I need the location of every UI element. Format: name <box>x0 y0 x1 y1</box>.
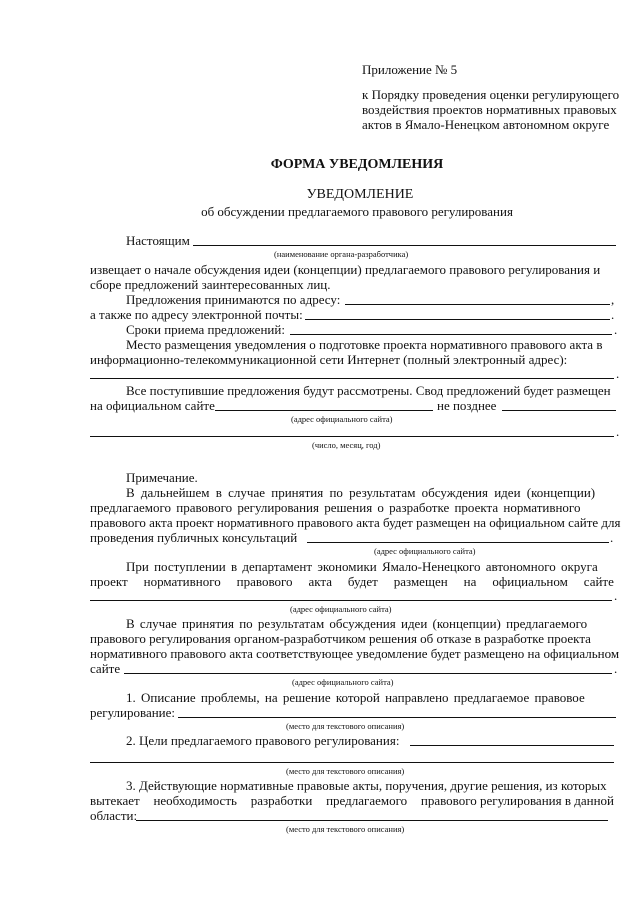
note-p2-word: официальном <box>492 574 568 589</box>
developer-name-field[interactable] <box>193 245 616 246</box>
note-p2-word: сайте <box>583 574 614 589</box>
item-3-word: вытекает <box>90 793 140 808</box>
consultation-site-caption: (адрес официального сайта) <box>374 546 476 556</box>
note-p2-word: будет <box>347 574 378 589</box>
note-p1-line-1: В дальнейшем в случае принятия по результатам обсуждения идеи (концепции) <box>126 485 596 500</box>
placement-line-1: Место размещения уведомления о подготовке проекта нормативного правового акта в <box>126 337 603 352</box>
note-p3-end: . <box>614 661 618 676</box>
item-3-word: правового регулирования в данной <box>420 793 614 808</box>
item-2-label: 2. Цели предлагаемого правового регулирования: <box>126 733 400 748</box>
item-1-line-1: 1. Описание проблемы, на решение которой направлено предлагаемое правовое <box>126 690 585 705</box>
note-p3-line-3: нормативного правового акта соответствующее уведомление будет размещено на официальном <box>90 646 620 661</box>
department-site-caption: (адрес официального сайта) <box>290 604 392 614</box>
note-p2-word: проект <box>90 574 128 589</box>
note-p2-word: правового <box>236 574 293 589</box>
item-3-line-2 <box>90 793 614 809</box>
goals-field-continuation[interactable] <box>90 762 614 763</box>
appendix-title: Приложение № 5 <box>362 62 458 77</box>
item-3-word: разработки <box>250 793 313 808</box>
placement-line-2: информационно-телекоммуникационной сети Интернет (полный электронный адрес): <box>90 352 568 367</box>
note-p2-word: размещен <box>393 574 448 589</box>
acts-description-field[interactable] <box>136 820 608 821</box>
email-end: . <box>611 307 615 322</box>
address-label: Предложения принимаются по адресу: <box>126 292 341 307</box>
note-p3-line-2: правового регулирования органом-разработчиком решения об отказе в разработке проекта <box>90 631 591 646</box>
form-title: ФОРМА УВЕДОМЛЕНИЯ <box>270 157 444 172</box>
appendix-line-1: к Порядку проведения оценки регулирующего <box>362 87 620 102</box>
refusal-site-field[interactable] <box>124 673 612 674</box>
date-caption: (число, месяц, год) <box>312 440 381 450</box>
consultation-site-field[interactable] <box>307 542 609 543</box>
date-end: . <box>616 424 620 439</box>
placement-end: . <box>616 366 620 381</box>
note-p1-line-4: проведения публичных консультаций <box>90 530 298 545</box>
note-title: Примечание. <box>126 470 198 485</box>
note-p2-word: на <box>463 574 477 589</box>
not-later-label: не позднее <box>437 398 497 413</box>
item-3-word: предлагаемого <box>326 793 408 808</box>
problem-description-caption: (место для текстового описания) <box>286 721 405 731</box>
note-p2-line-2 <box>90 574 614 590</box>
official-site-field[interactable] <box>215 410 433 411</box>
note-p2-line-1: При поступлении в департамент экономики Ямало-Ненецкого автономного округа <box>126 559 598 574</box>
email-label: а также по адресу электронной почты: <box>90 307 303 322</box>
problem-description-field[interactable] <box>178 717 616 718</box>
not-later-field-start[interactable] <box>502 410 616 411</box>
date-field[interactable] <box>90 436 614 437</box>
placement-address-field[interactable] <box>90 378 614 379</box>
notice-subtitle: об обсуждении предлагаемого правового регулирования <box>201 204 513 219</box>
address-end: , <box>611 292 615 307</box>
note-p2-end: . <box>614 588 618 603</box>
informs-line-1: извещает о начале обсуждения идеи (концепции) предлагаемого правового регулирования и <box>90 262 601 277</box>
appendix-line-2: воздействия проектов нормативных правовых <box>362 102 617 117</box>
deadline-label: Сроки приема предложений: <box>126 322 285 337</box>
item-3-word: необходимость <box>153 793 237 808</box>
note-p2-word: нормативного <box>143 574 221 589</box>
goals-caption: (место для текстового описания) <box>286 766 405 776</box>
item-1-line-2: регулирование: <box>90 705 176 720</box>
hereby-label: Настоящим <box>126 233 190 248</box>
deadline-field[interactable] <box>290 334 612 335</box>
deadline-end: . <box>614 322 618 337</box>
appendix-line-3: актов в Ямало-Ненецком автономном округе <box>362 117 610 132</box>
informs-line-2: сборе предложений заинтересованных лиц. <box>90 277 331 292</box>
item-3-line-1: 3. Действующие нормативные правовые акты, поручения, другие решения, из которых <box>126 778 607 793</box>
reviewed-line-1: Все поступившие предложения будут рассмотрены. Свод предложений будет размещен <box>126 383 611 398</box>
official-site-label: на официальном сайте <box>90 398 215 413</box>
note-p1-line-2: предлагаемого правового регулирования решения о разработке проекта нормативного <box>90 500 581 515</box>
note-p3-line-1: В случае принятия по результатам обсуждения идеи (концепции) предлагаемого <box>126 616 588 631</box>
official-site-caption: (адрес официального сайта) <box>291 414 393 424</box>
note-p1-line-3: правового акта проект нормативного правового акта будет размещен на официальном сайте для <box>90 515 621 530</box>
address-field[interactable] <box>345 304 610 305</box>
developer-name-caption: (наименование органа-разработчика) <box>274 249 409 259</box>
note-p1-end: . <box>610 530 614 545</box>
note-p2-word: акта <box>308 574 332 589</box>
note-p3-line-4: сайте <box>90 661 121 676</box>
acts-description-caption: (место для текстового описания) <box>286 824 405 834</box>
goals-field[interactable] <box>410 745 614 746</box>
refusal-site-caption: (адрес официального сайта) <box>292 677 394 687</box>
department-site-field[interactable] <box>90 600 612 601</box>
notice-title: УВЕДОМЛЕНИЕ <box>306 187 414 202</box>
item-3-line-3: области: <box>90 808 138 823</box>
email-field[interactable] <box>305 319 610 320</box>
